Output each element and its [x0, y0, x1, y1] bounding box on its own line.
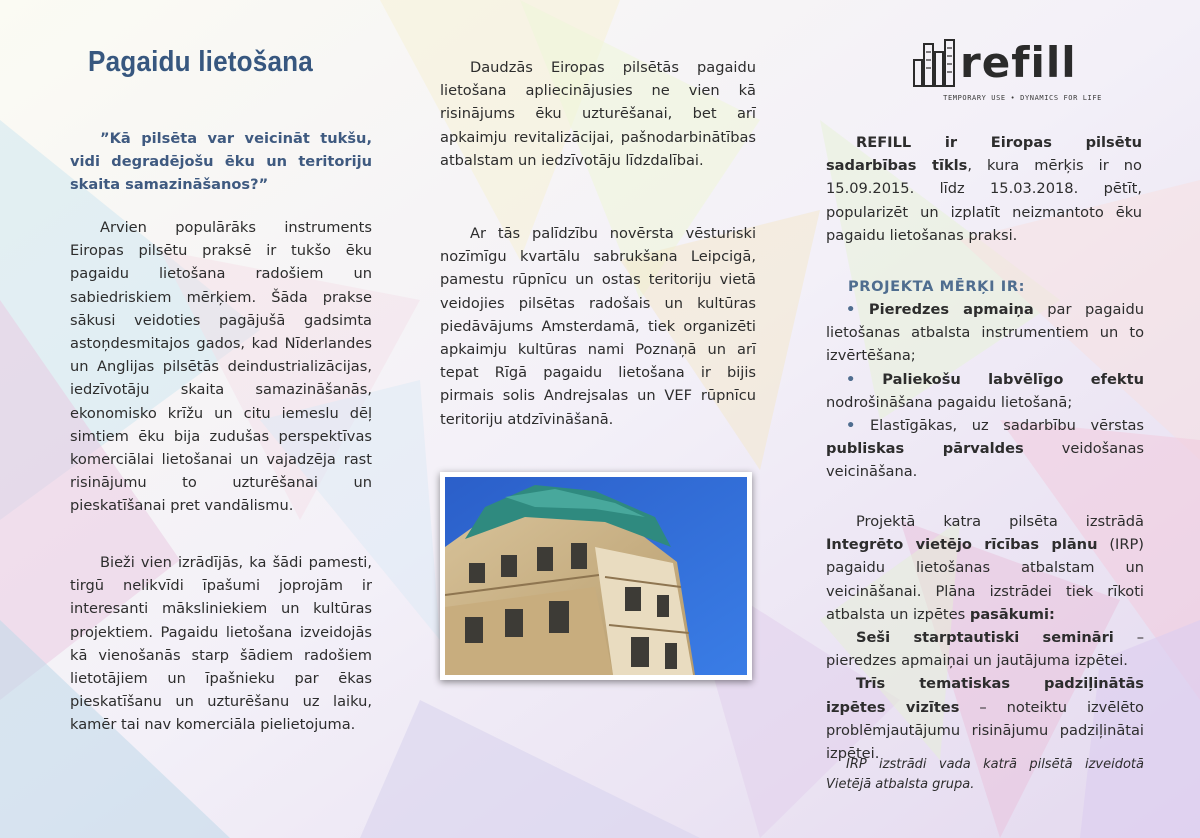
building-illustration: [445, 477, 747, 675]
bullet-icon: •: [846, 417, 856, 435]
goal-pre: Elastīgākas, uz sadarbību vērstas: [855, 417, 1144, 435]
logo-wordmark: refill: [960, 38, 1077, 87]
irp-note: IRP izstrādi vada katrā pilsētā izveidotā Vietējā atbalsta grupa.: [826, 757, 1144, 792]
goals-heading: PROJEKTA MĒRĶI IR:: [848, 278, 1026, 295]
seminars-paragraph: [826, 626, 1144, 672]
goal-bold: Paliekošu labvēlīgo efektu: [882, 370, 1144, 388]
goal-text: nodrošināšana pagaidu lietošanā;: [826, 393, 1073, 411]
intro-bold: REFILL ir Eiropas pilsētu sadarbības tīkls: [826, 134, 1142, 175]
middle-paragraph-1: Daudzās Eiropas pilsētās pagaidu lietošana apliecinājusies ne vien kā risinājums ēku uzturēšanai, bet arī apkaimju revitalizācijai, pašnodarbinātības atbalstam un iedzīvotāju līdzdalībai.: [440, 59, 756, 169]
date-from: 15.09.2015: [826, 180, 910, 198]
goal-item: [826, 368, 1144, 414]
bullet-icon: •: [846, 301, 856, 318]
seminars-bold: Seši starptautiski semināri: [856, 629, 1114, 647]
irp-pre: Projektā katra pilsēta izstrādā: [856, 513, 1144, 530]
left-column: [70, 0, 372, 838]
bullet-icon: •: [846, 370, 856, 388]
middle-column: [440, 0, 756, 838]
page-title: Pagaidu lietošana: [88, 46, 313, 78]
logo-tagline: TEMPORARY USE • DYNAMICS FOR LIFE: [943, 94, 1102, 102]
refill-intro: [826, 131, 1142, 247]
irp-post: (IRP) pagaidu lietošanas atbalstam un veicināšanai. Plāna izstrādei tiek rīkoti atbalsta un izpētes: [826, 536, 1144, 623]
visits-bold: Trīs tematiskas padziļinātās izpētes vizītes: [826, 675, 1144, 716]
goal-bold: publiskas pārvaldes: [826, 440, 1024, 458]
irp-paragraph: [826, 510, 1144, 626]
goals-list: [826, 298, 1144, 484]
visits-text: – noteiktu izvēlēto problēmjautājumu risinājumu padziļinātai izpētei.: [826, 698, 1144, 763]
intro-mid: , kura mērķis ir no: [967, 157, 1142, 175]
seminars-text: – pieredzes apmaiņai un jautājuma izpētei.: [826, 629, 1145, 670]
intro-rest: . pētīt, popularizēt un izplatīt neizmantoto ēku pagaidu lietošanas praksi.: [826, 180, 1142, 244]
lead-question: ”Kā pilsēta var veicināt tukšu, vidi degradējošu ēku un teritoriju skaita samazināšanos?”: [70, 130, 372, 194]
visits-paragraph: [826, 672, 1144, 765]
goal-item: [826, 298, 1144, 368]
goal-item: [826, 414, 1144, 484]
left-paragraph-2: Bieži vien izrādījās, ka šādi pamesti, tirgū nelikvīdi īpašumi joprojām ir interesanti māksliniekiem un kultūras projektiem. Pagaidu lietošana izveidojās kā vienošanās starp šādiem radošiem lietotājiem un īpašnieku par ēkas pieskatīšanu un uzturēšanu uz laiku, kamēr tai nav komerciāla pielietojuma.: [70, 554, 372, 734]
goal-bold: Pieredzes apmaiņa: [868, 301, 1034, 318]
intro-mid2: . līdz: [909, 180, 991, 198]
irp-bold: Integrēto vietējo rīcības plānu: [826, 536, 1098, 554]
goal-text: veidošanas veicināšana.: [826, 440, 1144, 481]
date-to: 15.03.2018: [990, 180, 1074, 198]
right-column: [826, 0, 1146, 838]
goal-text: par pagaidu lietošanas atbalsta instrumentiem un to izvērtēšana;: [826, 301, 1145, 365]
irp-section: [826, 510, 1144, 765]
irp-events: pasākumi:: [969, 605, 1055, 623]
left-paragraph-1: Arvien populārāks instruments Eiropas pilsētu praksē ir tukšo ēku pagaidu lietošana radošiem un sabiedriskiem mērķiem. Šāda prakse sākusi veidoties pagājušā gadsimta astoņdesmitajos gados, kad Nīderlandes un Anglijas pilsētās deindustrializācijas, iedzīvotāju skaita samazināšanās, ekonomisko krīžu un citu iemeslu dēļ simtiem ēku bija zudušas perspektīvas komerciālai lietošanai un vajadzēja rast risinājumu to uzturēšanai un pieskatīšanai pret vandālismu.: [70, 219, 372, 515]
building-photo: [440, 472, 752, 680]
middle-paragraph-2: Ar tās palīdzību novērsta vēsturiski nozīmīgu kvartālu sabrukšana Leipcigā, pamestu rūpnīcu un ostas teritoriju vietā veidojies pilsētas radošais un kultūras piedāvājums Amsterdamā, tiek organizēti apkaimju kultūras nami Poznaņā un arī tepat Rīgā pagaidu lietošana ir bijis pirmais solis Andrejsalas un VEF rūpnīcu teritoriju atdzīvināšanā.: [440, 225, 756, 428]
